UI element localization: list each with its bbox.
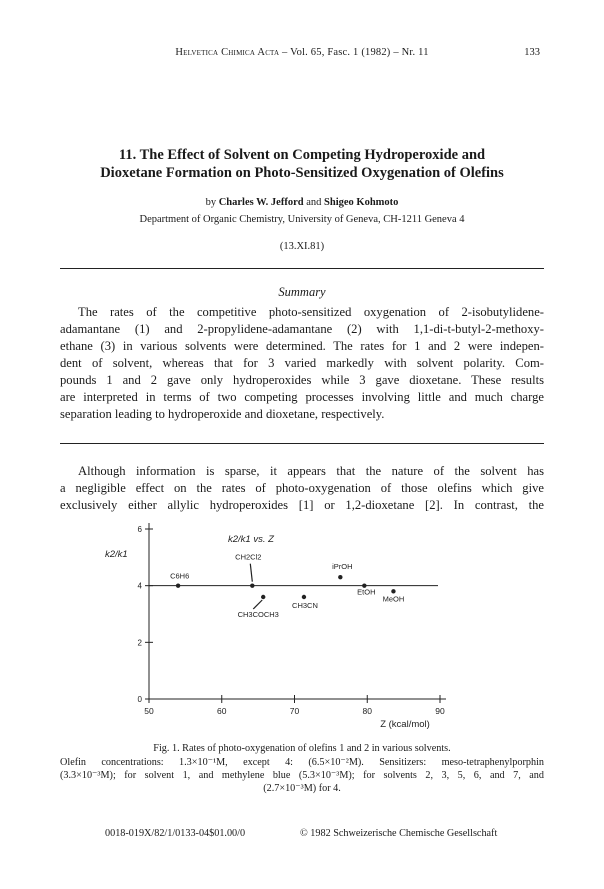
y-tick-label: 6 <box>137 525 142 534</box>
point-label: iPrOH <box>332 562 353 572</box>
figure-caption-title: Fig. 1. Rates of photo-oxygenation of olefins 1 and 2 in various solvents. <box>153 743 451 754</box>
caption-line: (3.3×10⁻³M); for solvent 1, and methylene blue (5.3×10⁻³M); for solvents 2, 3, 5, 6, and 7, and <box>60 770 544 781</box>
body-line: exclusively either allylic hydroperoxides [1] or 1,2-dioxetane [2]. In contrast, the <box>60 498 544 512</box>
point-label: MeOH <box>382 594 405 604</box>
received-date: (13.XI.81) <box>279 241 325 252</box>
point-label: EtOH <box>357 587 376 597</box>
author-line <box>0 197 604 208</box>
point-label: CH2Cl2 <box>235 552 262 562</box>
data-point <box>250 583 254 587</box>
affiliation: Department of Organic Chemistry, University of Geneva, CH-1211 Geneva 4 <box>139 214 465 225</box>
body-line: a negligible effect on the rates of photo-oxygenation of those olefins which give <box>60 481 544 495</box>
caption-line: Olefin concentrations: 1.3×10⁻¹M, except 4: (6.5×10⁻²M). Sensitizers: meso-tetraphenylporphin <box>60 757 544 768</box>
x-tick-label: 50 <box>144 706 154 716</box>
chart-title: k2/k1 vs. Z <box>228 534 274 545</box>
arrow-ch2cl2 <box>250 564 252 582</box>
x-tick-label: 80 <box>362 706 372 716</box>
figure-caption-body <box>60 756 544 795</box>
x-tick-label: 90 <box>435 706 445 716</box>
body-line: Although information is sparse, it appears that the nature of the solvent has <box>78 464 544 478</box>
summary-top-rule <box>60 268 544 269</box>
running-header <box>0 47 604 58</box>
and-word: and <box>306 197 322 208</box>
summary-line: dent of solvent, whereas that for 3 varied markedly with solvent polarity. Com- <box>60 356 544 370</box>
caption-line: (2.7×10⁻³M) for 4. <box>263 783 341 794</box>
x-axis-label: Z (kcal/mol) <box>380 719 430 730</box>
summary-line: are interpreted in terms of two competing processes involving little and much charge <box>60 390 544 404</box>
y-axis-label: k2/k1 <box>105 549 128 560</box>
data-point <box>176 583 180 587</box>
data-point <box>338 575 342 579</box>
point-label: C6H6 <box>170 571 190 581</box>
summary-line: ethane (3) in various solvents were determined. The rates for 1 and 2 were indepen- <box>60 339 544 353</box>
summary-heading: Summary <box>278 285 326 299</box>
footer-copyright: © 1982 Schweizerische Chemische Gesellschaft <box>300 828 498 839</box>
title-line-1: 11. The Effect of Solvent on Competing Hydroperoxide and <box>118 147 486 163</box>
summary-line: adamantane (1) and 2-propylidene-adamantane (2) with 1,1-di-t-butyl-2-methoxy- <box>60 322 544 336</box>
summary-bottom-rule <box>60 443 544 444</box>
x-tick-label: 70 <box>289 706 300 716</box>
title-line-2: Dioxetane Formation on Photo-Sensitized Oxygenation of Olefins <box>100 165 504 181</box>
y-tick-label: 2 <box>137 638 142 648</box>
author-1: Charles W. Jefford <box>218 197 304 208</box>
y-tick-label: 0 <box>137 695 142 704</box>
y-tick-label: 4 <box>137 581 142 591</box>
footer-code: 0018-019X/82/1/0133-04$01.00/0 <box>105 828 246 839</box>
page-number: 133 <box>524 47 540 58</box>
author-2: Shigeo Kohmoto <box>324 197 399 208</box>
journal-name: Helvetica Chimica Acta <box>175 47 280 58</box>
arrow-acetone <box>253 600 262 609</box>
x-tick-label: 60 <box>217 706 227 716</box>
article-title <box>60 146 544 182</box>
summary-text <box>60 304 544 423</box>
summary-line: The rates of the competitive photo-sensitized oxygenation of 2-isobutylidene- <box>78 305 544 319</box>
point-label: CH3CN <box>292 601 318 610</box>
data-point <box>302 595 306 599</box>
body-paragraph <box>60 463 544 514</box>
journal-volume: – Vol. 65, Fasc. 1 (1982) – Nr. 11 <box>279 47 429 58</box>
point-label: CH3COCH3 <box>237 610 279 619</box>
by-word: by <box>205 197 217 208</box>
data-point <box>261 595 265 599</box>
data-point <box>391 589 395 593</box>
summary-line: separation leading to hydroperoxide and dioxetane, respectively. <box>60 407 385 421</box>
figure-1-chart <box>100 512 500 732</box>
summary-line: pounds 1 and 2 gave only hydroperoxides while 3 gave dioxetane. These results <box>60 373 544 387</box>
